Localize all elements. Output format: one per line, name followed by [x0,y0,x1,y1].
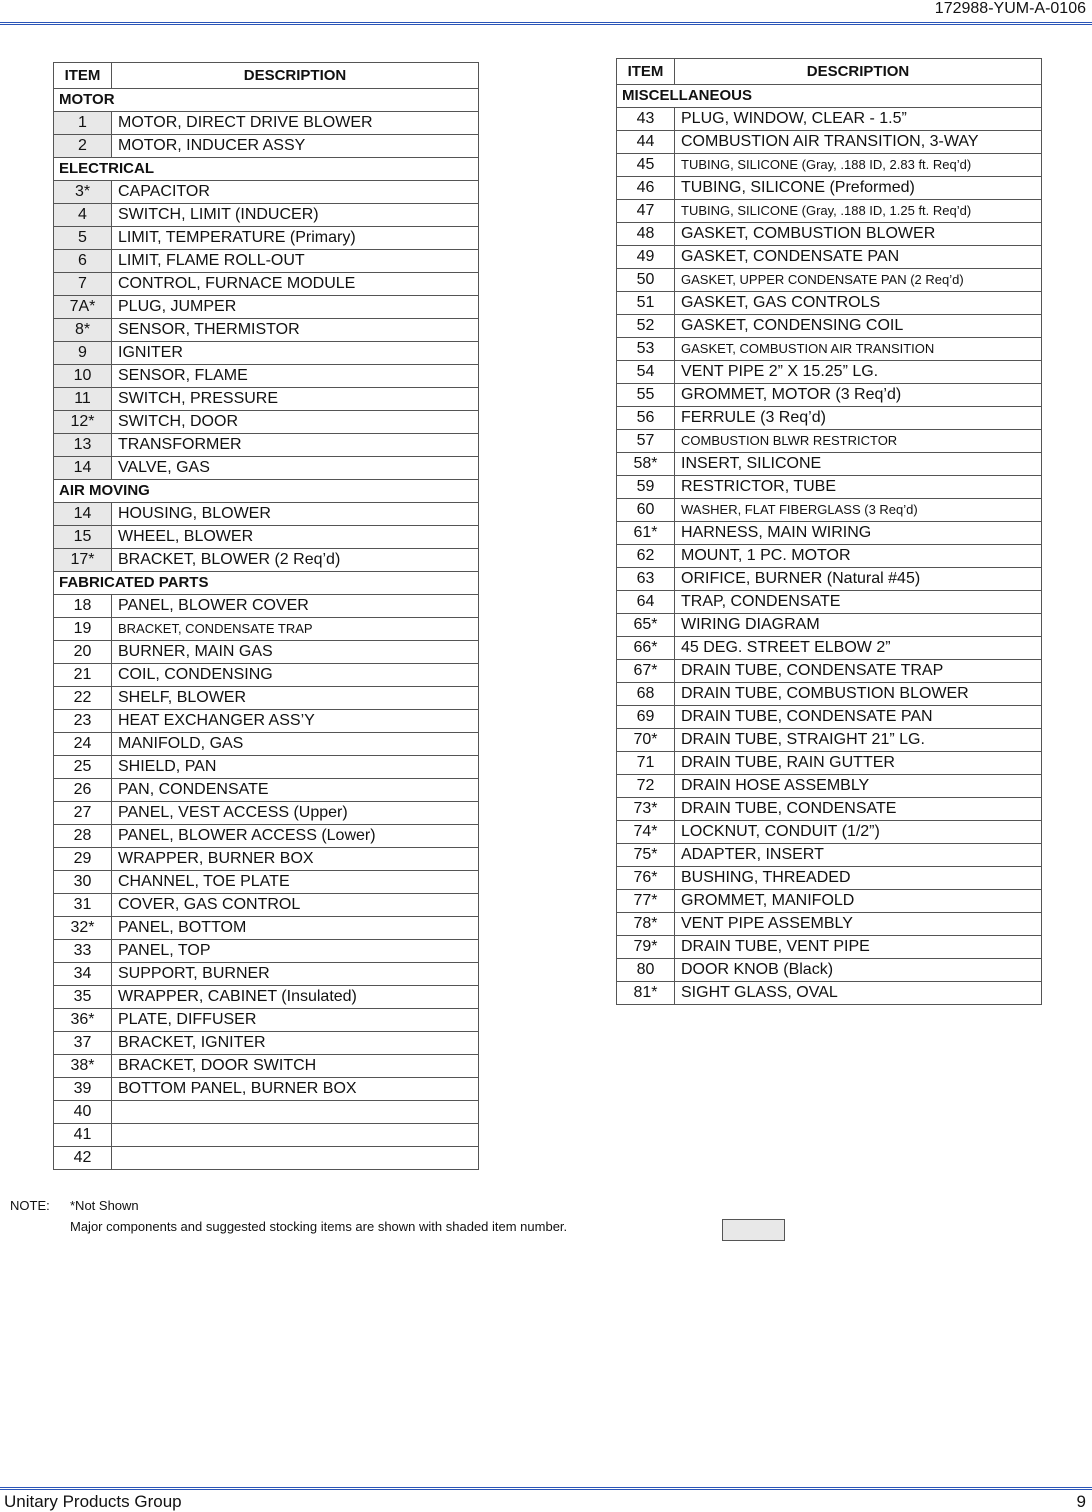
header-rule-2 [0,24,1092,25]
item-description: HEAT EXCHANGER ASS’Y [112,710,479,733]
item-description: DRAIN HOSE ASSEMBLY [675,775,1042,798]
item-number: 68 [617,683,675,706]
item-number: 49 [617,246,675,269]
item-number: 48 [617,223,675,246]
footer-rule [0,1487,1092,1488]
item-number: 8* [54,319,112,342]
table-row [54,434,479,457]
table-header-row [617,59,1042,85]
table-row [617,200,1042,223]
table-row [617,453,1042,476]
table-row [617,637,1042,660]
table-row [617,591,1042,614]
item-description: PLUG, WINDOW, CLEAR - 1.5” [675,108,1042,131]
section-heading: FABRICATED PARTS [54,572,479,595]
item-description: GROMMET, MANIFOLD [675,890,1042,913]
item-number: 70* [617,729,675,752]
table-row [54,181,479,204]
item-description: DOOR KNOB (Black) [675,959,1042,982]
item-number: 27 [54,802,112,825]
item-number: 74* [617,821,675,844]
item-description: GROMMET, MOTOR (3 Req’d) [675,384,1042,407]
item-number: 80 [617,959,675,982]
item-description: LIMIT, FLAME ROLL-OUT [112,250,479,273]
item-number: 79* [617,936,675,959]
table-row [617,706,1042,729]
item-description: VALVE, GAS [112,457,479,480]
item-description: BRACKET, BLOWER (2 Req’d) [112,549,479,572]
header-rule [0,22,1092,23]
table-row [617,223,1042,246]
item-number: 17* [54,549,112,572]
table-row [54,940,479,963]
item-description: COMBUSTION AIR TRANSITION, 3-WAY [675,131,1042,154]
item-number: 44 [617,131,675,154]
table-row [54,411,479,434]
item-description: WHEEL, BLOWER [112,526,479,549]
item-description: TUBING, SILICONE (Preformed) [675,177,1042,200]
item-number: 36* [54,1009,112,1032]
item-number: 77* [617,890,675,913]
item-number: 52 [617,315,675,338]
item-description: BURNER, MAIN GAS [112,641,479,664]
item-number: 47 [617,200,675,223]
item-description: PLUG, JUMPER [112,296,479,319]
item-description: COMBUSTION BLWR RESTRICTOR [675,430,1042,453]
table-row [54,296,479,319]
table-row [617,568,1042,591]
table-row [617,752,1042,775]
section-row [54,480,479,503]
item-number: 3* [54,181,112,204]
item-number: 28 [54,825,112,848]
item-description: DRAIN TUBE, CONDENSATE [675,798,1042,821]
item-number: 76* [617,867,675,890]
item-description: TRAP, CONDENSATE [675,591,1042,614]
table-row [54,365,479,388]
section-heading: MOTOR [54,89,479,112]
item-number: 73* [617,798,675,821]
column-header-item: ITEM [617,59,675,85]
table-row [54,319,479,342]
item-description: GASKET, CONDENSATE PAN [675,246,1042,269]
item-number: 14 [54,503,112,526]
item-number: 71 [617,752,675,775]
item-number: 6 [54,250,112,273]
item-number: 50 [617,269,675,292]
item-number: 40 [54,1101,112,1124]
item-description: INSERT, SILICONE [675,453,1042,476]
table-row [617,844,1042,867]
table-row [54,1124,479,1147]
item-number: 23 [54,710,112,733]
item-description [112,1101,479,1124]
table-row [617,476,1042,499]
table-row [617,867,1042,890]
item-number: 65* [617,614,675,637]
table-row [54,112,479,135]
table-row [617,108,1042,131]
item-number: 69 [617,706,675,729]
item-number: 38* [54,1055,112,1078]
table-row [617,131,1042,154]
item-description: TUBING, SILICONE (Gray, .188 ID, 1.25 ft. Req’d) [675,200,1042,223]
table-header-row [54,63,479,89]
table-row [617,821,1042,844]
page-number: 9 [1076,1492,1086,1511]
table-row [54,779,479,802]
table-row [617,913,1042,936]
section-heading: ELECTRICAL [54,158,479,181]
item-number: 10 [54,365,112,388]
table-row [54,641,479,664]
table-row [54,503,479,526]
item-description: WIRING DIAGRAM [675,614,1042,637]
item-description: BRACKET, DOOR SWITCH [112,1055,479,1078]
item-description: VENT PIPE 2” X 15.25” LG. [675,361,1042,384]
item-number: 41 [54,1124,112,1147]
document-id: 172988-YUM-A-0106 [934,0,1086,17]
table-row [54,549,479,572]
item-number: 2 [54,135,112,158]
table-row [54,1032,479,1055]
parts-table-left [53,62,479,1170]
table-row [54,1101,479,1124]
table-row [617,936,1042,959]
item-number: 15 [54,526,112,549]
table-row [617,545,1042,568]
item-description: IGNITER [112,342,479,365]
table-row [54,825,479,848]
item-number: 63 [617,568,675,591]
item-description: SWITCH, PRESSURE [112,388,479,411]
item-description: MOTOR, DIRECT DRIVE BLOWER [112,112,479,135]
item-number: 81* [617,982,675,1005]
section-row [54,158,479,181]
table-row [54,733,479,756]
table-row [617,407,1042,430]
item-description: SENSOR, THERMISTOR [112,319,479,342]
item-number: 32* [54,917,112,940]
item-description: LOCKNUT, CONDUIT (1/2”) [675,821,1042,844]
item-number: 31 [54,894,112,917]
table-row [617,246,1042,269]
item-description: TRANSFORMER [112,434,479,457]
item-description: COVER, GAS CONTROL [112,894,479,917]
item-description: RESTRICTOR, TUBE [675,476,1042,499]
item-number: 14 [54,457,112,480]
section-heading: MISCELLANEOUS [617,85,1042,108]
item-number: 5 [54,227,112,250]
item-description: SUPPORT, BURNER [112,963,479,986]
item-description: VENT PIPE ASSEMBLY [675,913,1042,936]
item-number: 60 [617,499,675,522]
item-number: 37 [54,1032,112,1055]
item-description: GASKET, UPPER CONDENSATE PAN (2 Req’d) [675,269,1042,292]
item-description: BRACKET, CONDENSATE TRAP [112,618,479,641]
item-description: COIL, CONDENSING [112,664,479,687]
footer-rule-2 [0,1489,1092,1490]
item-description: GASKET, GAS CONTROLS [675,292,1042,315]
item-number: 66* [617,637,675,660]
item-number: 45 [617,154,675,177]
item-number: 46 [617,177,675,200]
item-number: 78* [617,913,675,936]
item-description: 45 DEG. STREET ELBOW 2” [675,637,1042,660]
column-header-description: DESCRIPTION [675,59,1042,85]
table-row [54,917,479,940]
item-number: 61* [617,522,675,545]
item-number: 64 [617,591,675,614]
item-number: 9 [54,342,112,365]
item-description: CAPACITOR [112,181,479,204]
item-description: TUBING, SILICONE (Gray, .188 ID, 2.83 ft. Req’d) [675,154,1042,177]
table-row [617,315,1042,338]
note-label: NOTE: [10,1198,50,1213]
footer-company: Unitary Products Group [4,1492,182,1511]
table-row [54,710,479,733]
item-description: DRAIN TUBE, RAIN GUTTER [675,752,1042,775]
item-description: PLATE, DIFFUSER [112,1009,479,1032]
table-row [617,660,1042,683]
table-row [54,457,479,480]
column-header-description: DESCRIPTION [112,63,479,89]
item-number: 11 [54,388,112,411]
table-row [54,894,479,917]
item-description: BOTTOM PANEL, BURNER BOX [112,1078,479,1101]
item-number: 26 [54,779,112,802]
item-description: LIMIT, TEMPERATURE (Primary) [112,227,479,250]
table-row [54,1078,479,1101]
table-row [617,982,1042,1005]
item-description: BUSHING, THREADED [675,867,1042,890]
item-description: MOTOR, INDUCER ASSY [112,135,479,158]
table-row [617,522,1042,545]
section-heading: AIR MOVING [54,480,479,503]
item-number: 67* [617,660,675,683]
item-description: ADAPTER, INSERT [675,844,1042,867]
table-row [54,595,479,618]
item-description: ORIFICE, BURNER (Natural #45) [675,568,1042,591]
item-description: SHELF, BLOWER [112,687,479,710]
table-row [617,798,1042,821]
table-row [617,269,1042,292]
table-row [54,986,479,1009]
item-description: DRAIN TUBE, VENT PIPE [675,936,1042,959]
table-row [54,1055,479,1078]
item-description: PANEL, VEST ACCESS (Upper) [112,802,479,825]
item-description: FERRULE (3 Req’d) [675,407,1042,430]
table-row [54,618,479,641]
item-description: DRAIN TUBE, CONDENSATE PAN [675,706,1042,729]
item-number: 33 [54,940,112,963]
item-description: WRAPPER, BURNER BOX [112,848,479,871]
item-description: HOUSING, BLOWER [112,503,479,526]
table-row [54,204,479,227]
item-number: 25 [54,756,112,779]
table-row [617,292,1042,315]
table-row [617,384,1042,407]
note-line-shading: Major components and suggested stocking items are shown with shaded item number. [70,1219,568,1234]
item-number: 21 [54,664,112,687]
table-row [617,499,1042,522]
table-row [54,388,479,411]
item-number: 56 [617,407,675,430]
item-number: 58* [617,453,675,476]
item-description: GASKET, CONDENSING COIL [675,315,1042,338]
item-description: BRACKET, IGNITER [112,1032,479,1055]
section-row [54,89,479,112]
table-row [54,342,479,365]
table-row [54,250,479,273]
item-description: CHANNEL, TOE PLATE [112,871,479,894]
item-description: PANEL, BLOWER ACCESS (Lower) [112,825,479,848]
item-description: DRAIN TUBE, CONDENSATE TRAP [675,660,1042,683]
table-row [54,664,479,687]
table-row [54,135,479,158]
item-number: 30 [54,871,112,894]
note-line-not-shown: *Not Shown [70,1198,139,1213]
item-description: GASKET, COMBUSTION AIR TRANSITION [675,338,1042,361]
item-description: SIGHT GLASS, OVAL [675,982,1042,1005]
section-row [54,572,479,595]
item-description: SHIELD, PAN [112,756,479,779]
table-row [617,683,1042,706]
item-description: WASHER, FLAT FIBERGLASS (3 Req’d) [675,499,1042,522]
item-number: 29 [54,848,112,871]
item-number: 13 [54,434,112,457]
item-description: PAN, CONDENSATE [112,779,479,802]
table-row [617,775,1042,798]
table-row [617,959,1042,982]
table-row [54,1009,479,1032]
item-description: PANEL, TOP [112,940,479,963]
item-description: PANEL, BLOWER COVER [112,595,479,618]
item-number: 4 [54,204,112,227]
item-description [112,1124,479,1147]
item-number: 62 [617,545,675,568]
item-number: 22 [54,687,112,710]
item-description [112,1147,479,1170]
section-row [617,85,1042,108]
item-number: 42 [54,1147,112,1170]
item-number: 24 [54,733,112,756]
item-description: MOUNT, 1 PC. MOTOR [675,545,1042,568]
item-description: DRAIN TUBE, STRAIGHT 21” LG. [675,729,1042,752]
item-description: PANEL, BOTTOM [112,917,479,940]
table-row [617,177,1042,200]
table-row [54,1147,479,1170]
table-row [54,848,479,871]
column-header-item: ITEM [54,63,112,89]
item-number: 43 [617,108,675,131]
item-description: MANIFOLD, GAS [112,733,479,756]
item-number: 18 [54,595,112,618]
table-row [617,154,1042,177]
table-row [617,614,1042,637]
item-number: 12* [54,411,112,434]
table-row [617,361,1042,384]
table-row [617,890,1042,913]
table-row [54,802,479,825]
item-number: 35 [54,986,112,1009]
table-row [617,729,1042,752]
item-number: 55 [617,384,675,407]
item-number: 19 [54,618,112,641]
item-description: CONTROL, FURNACE MODULE [112,273,479,296]
item-description: WRAPPER, CABINET (Insulated) [112,986,479,1009]
table-row [54,273,479,296]
table-row [54,227,479,250]
item-number: 51 [617,292,675,315]
item-description: GASKET, COMBUSTION BLOWER [675,223,1042,246]
item-number: 7 [54,273,112,296]
item-number: 54 [617,361,675,384]
shading-legend-swatch [722,1219,785,1241]
item-number: 1 [54,112,112,135]
item-number: 7A* [54,296,112,319]
item-description: SWITCH, DOOR [112,411,479,434]
item-description: SWITCH, LIMIT (INDUCER) [112,204,479,227]
item-number: 34 [54,963,112,986]
table-row [54,756,479,779]
item-number: 39 [54,1078,112,1101]
item-number: 53 [617,338,675,361]
item-number: 59 [617,476,675,499]
parts-table-right [616,58,1042,1005]
item-description: HARNESS, MAIN WIRING [675,522,1042,545]
table-row [54,871,479,894]
table-row [54,526,479,549]
item-description: DRAIN TUBE, COMBUSTION BLOWER [675,683,1042,706]
table-row [617,338,1042,361]
item-number: 72 [617,775,675,798]
table-row [54,963,479,986]
table-row [617,430,1042,453]
item-number: 75* [617,844,675,867]
item-number: 20 [54,641,112,664]
item-description: SENSOR, FLAME [112,365,479,388]
table-row [54,687,479,710]
item-number: 57 [617,430,675,453]
